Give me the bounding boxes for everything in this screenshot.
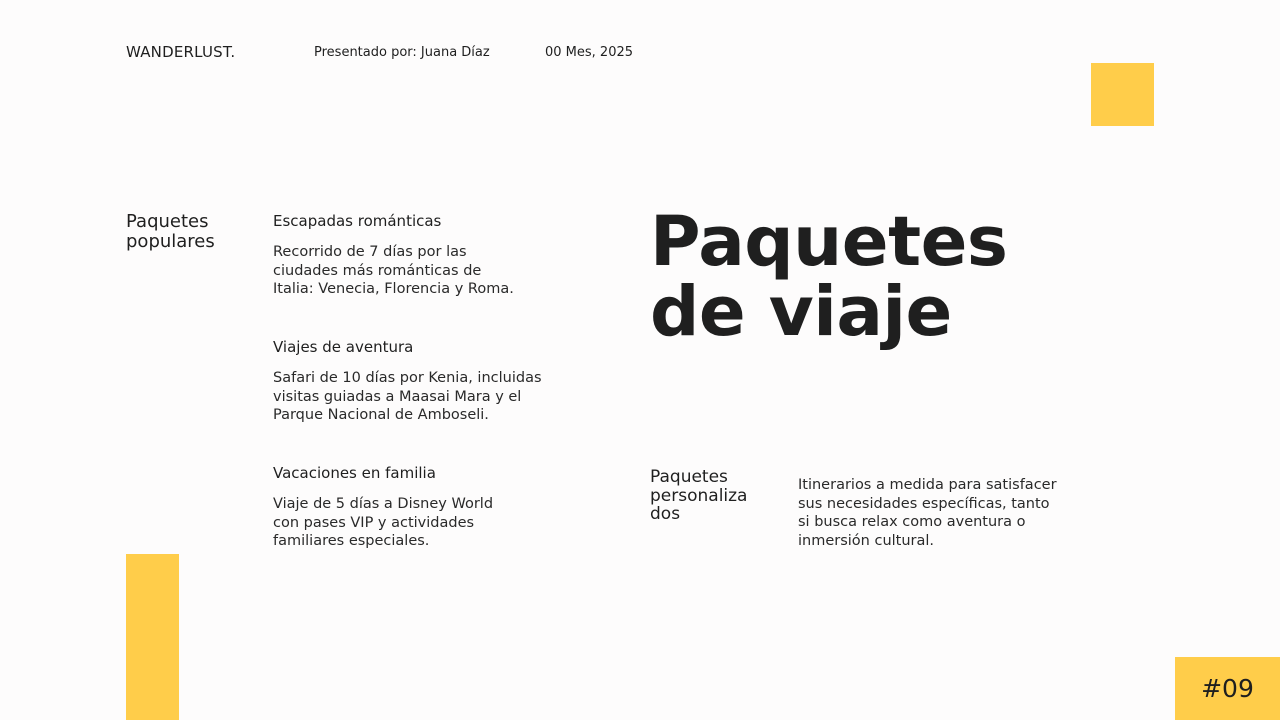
package-title: Viajes de aventura [273, 338, 414, 356]
package-description: Recorrido de 7 días por las ciudades más románticas de Italia: Venecia, Florencia y Roma. [273, 244, 514, 297]
package-item [273, 463, 573, 589]
package-item [273, 211, 573, 337]
package-description: Viaje de 5 días a Disney World con pases VIP y actividades familiares especiales. [273, 496, 494, 549]
package-item [273, 337, 573, 463]
package-title: Vacaciones en familia [273, 464, 436, 482]
accent-square-top-right [1091, 63, 1154, 126]
page-number-badge [1175, 657, 1280, 720]
slide-title: Paquetes de viaje [650, 202, 1008, 352]
accent-bar-bottom-left [126, 554, 179, 720]
date-text: 00 Mes, 2025 [545, 45, 634, 60]
custom-packages-description: Itinerarios a medida para satisfacer sus necesidades específicas, tanto si busca relax como aventura o inmersión cultural. [798, 477, 1057, 549]
package-description: Safari de 10 días por Kenia, incluidas visitas guiadas a Maasai Mara y el Parque Nacional de Amboseli. [273, 370, 542, 423]
brand-logo-text: WANDERLUST. [126, 43, 236, 61]
custom-packages-label: Paquetes personaliza dos [650, 467, 748, 524]
package-title: Escapadas románticas [273, 212, 442, 230]
presenter-text: Presentado por: Juana Díaz [314, 45, 490, 60]
section-label-popular-packages: Paquetes populares [126, 211, 215, 252]
page-number: #09 [1201, 674, 1254, 703]
package-list [273, 211, 573, 589]
